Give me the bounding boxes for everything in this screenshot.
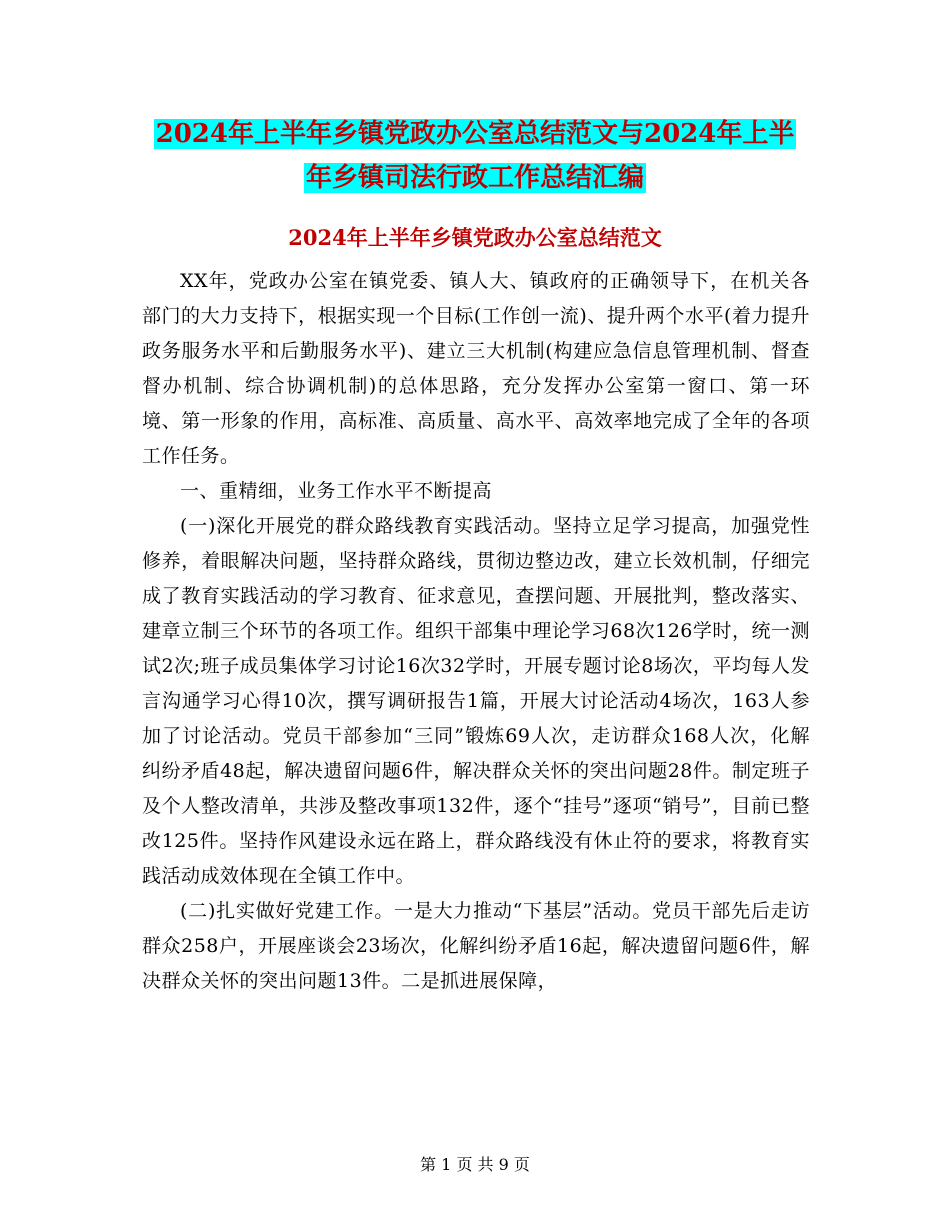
page-footer: 第 1 页 共 9 页 — [420, 1155, 530, 1174]
title-line-1: 2024年上半年乡镇党政办公室总结范文与2024年上半 — [155, 119, 795, 149]
paragraph-1: (一)深化开展党的群众路线教育实践活动。坚持立足学习提高，加强党性修养，着眼解决问题，坚持群众路线，贯彻边整边改，建立长效机制，仔细完成了教育实践活动的学习教育、征求意见，查摆问题、开展批判，整改落实、建章立制三个环节的各项工作。组织干部集中理论学习68次126学时，统一测试2次;班子成员集体学习讨论16次32学时，开展专题讨论8场次，平均每人发言沟通学习心得10次，撰写调研报告1篇，开展大讨论活动4场次，163人参加了讨论活动。党员干部参加“三同”锻炼69人次，走访群众168人次，化解纠纷矛盾48起，解决遗留问题6件，解决群众关怀的突出问题28件。制定班子及个人整改清单，共涉及整改事项132件，逐个“挂号”逐项“销号”，目前已整改125件。坚持作风建设永远在路上，群众路线没有休止符的要求，将教育实践活动成效体现在全镇工作中。 — [142, 515, 810, 887]
paragraph-2: (二)扎实做好党建工作。一是大力推动“下基层”活动。党员干部先后走访群众258户，开展座谈会23场次，化解纠纷矛盾16起，解决遗留问题6件，解决群众关怀的突出问题13件。二是抓进展保障， — [142, 900, 810, 992]
title-line-2: 年乡镇司法行政工作总结汇编 — [305, 163, 644, 193]
paragraph-intro: XX年，党政办公室在镇党委、镇人大、镇政府的正确领导下，在机关各部门的大力支持下，根据实现一个目标(工作创一流)、提升两个水平(着力提升政务服务水平和后勤服务水平)、建立三大机制(构建应急信息管理机制、督查督办机制、综合协调机制)的总体思路，充分发挥办公室第一窗口、第一环境、第一形象的作用，高标准、高质量、高水平、高效率地完成了全年的各项工作任务。 — [142, 270, 810, 467]
document-body — [142, 264, 810, 999]
paragraph-heading-1: 一、重精细，业务工作水平不断提高 — [180, 480, 493, 502]
section-title: 2024年上半年乡镇党政办公室总结范文 — [288, 225, 662, 250]
document-title — [140, 112, 810, 200]
